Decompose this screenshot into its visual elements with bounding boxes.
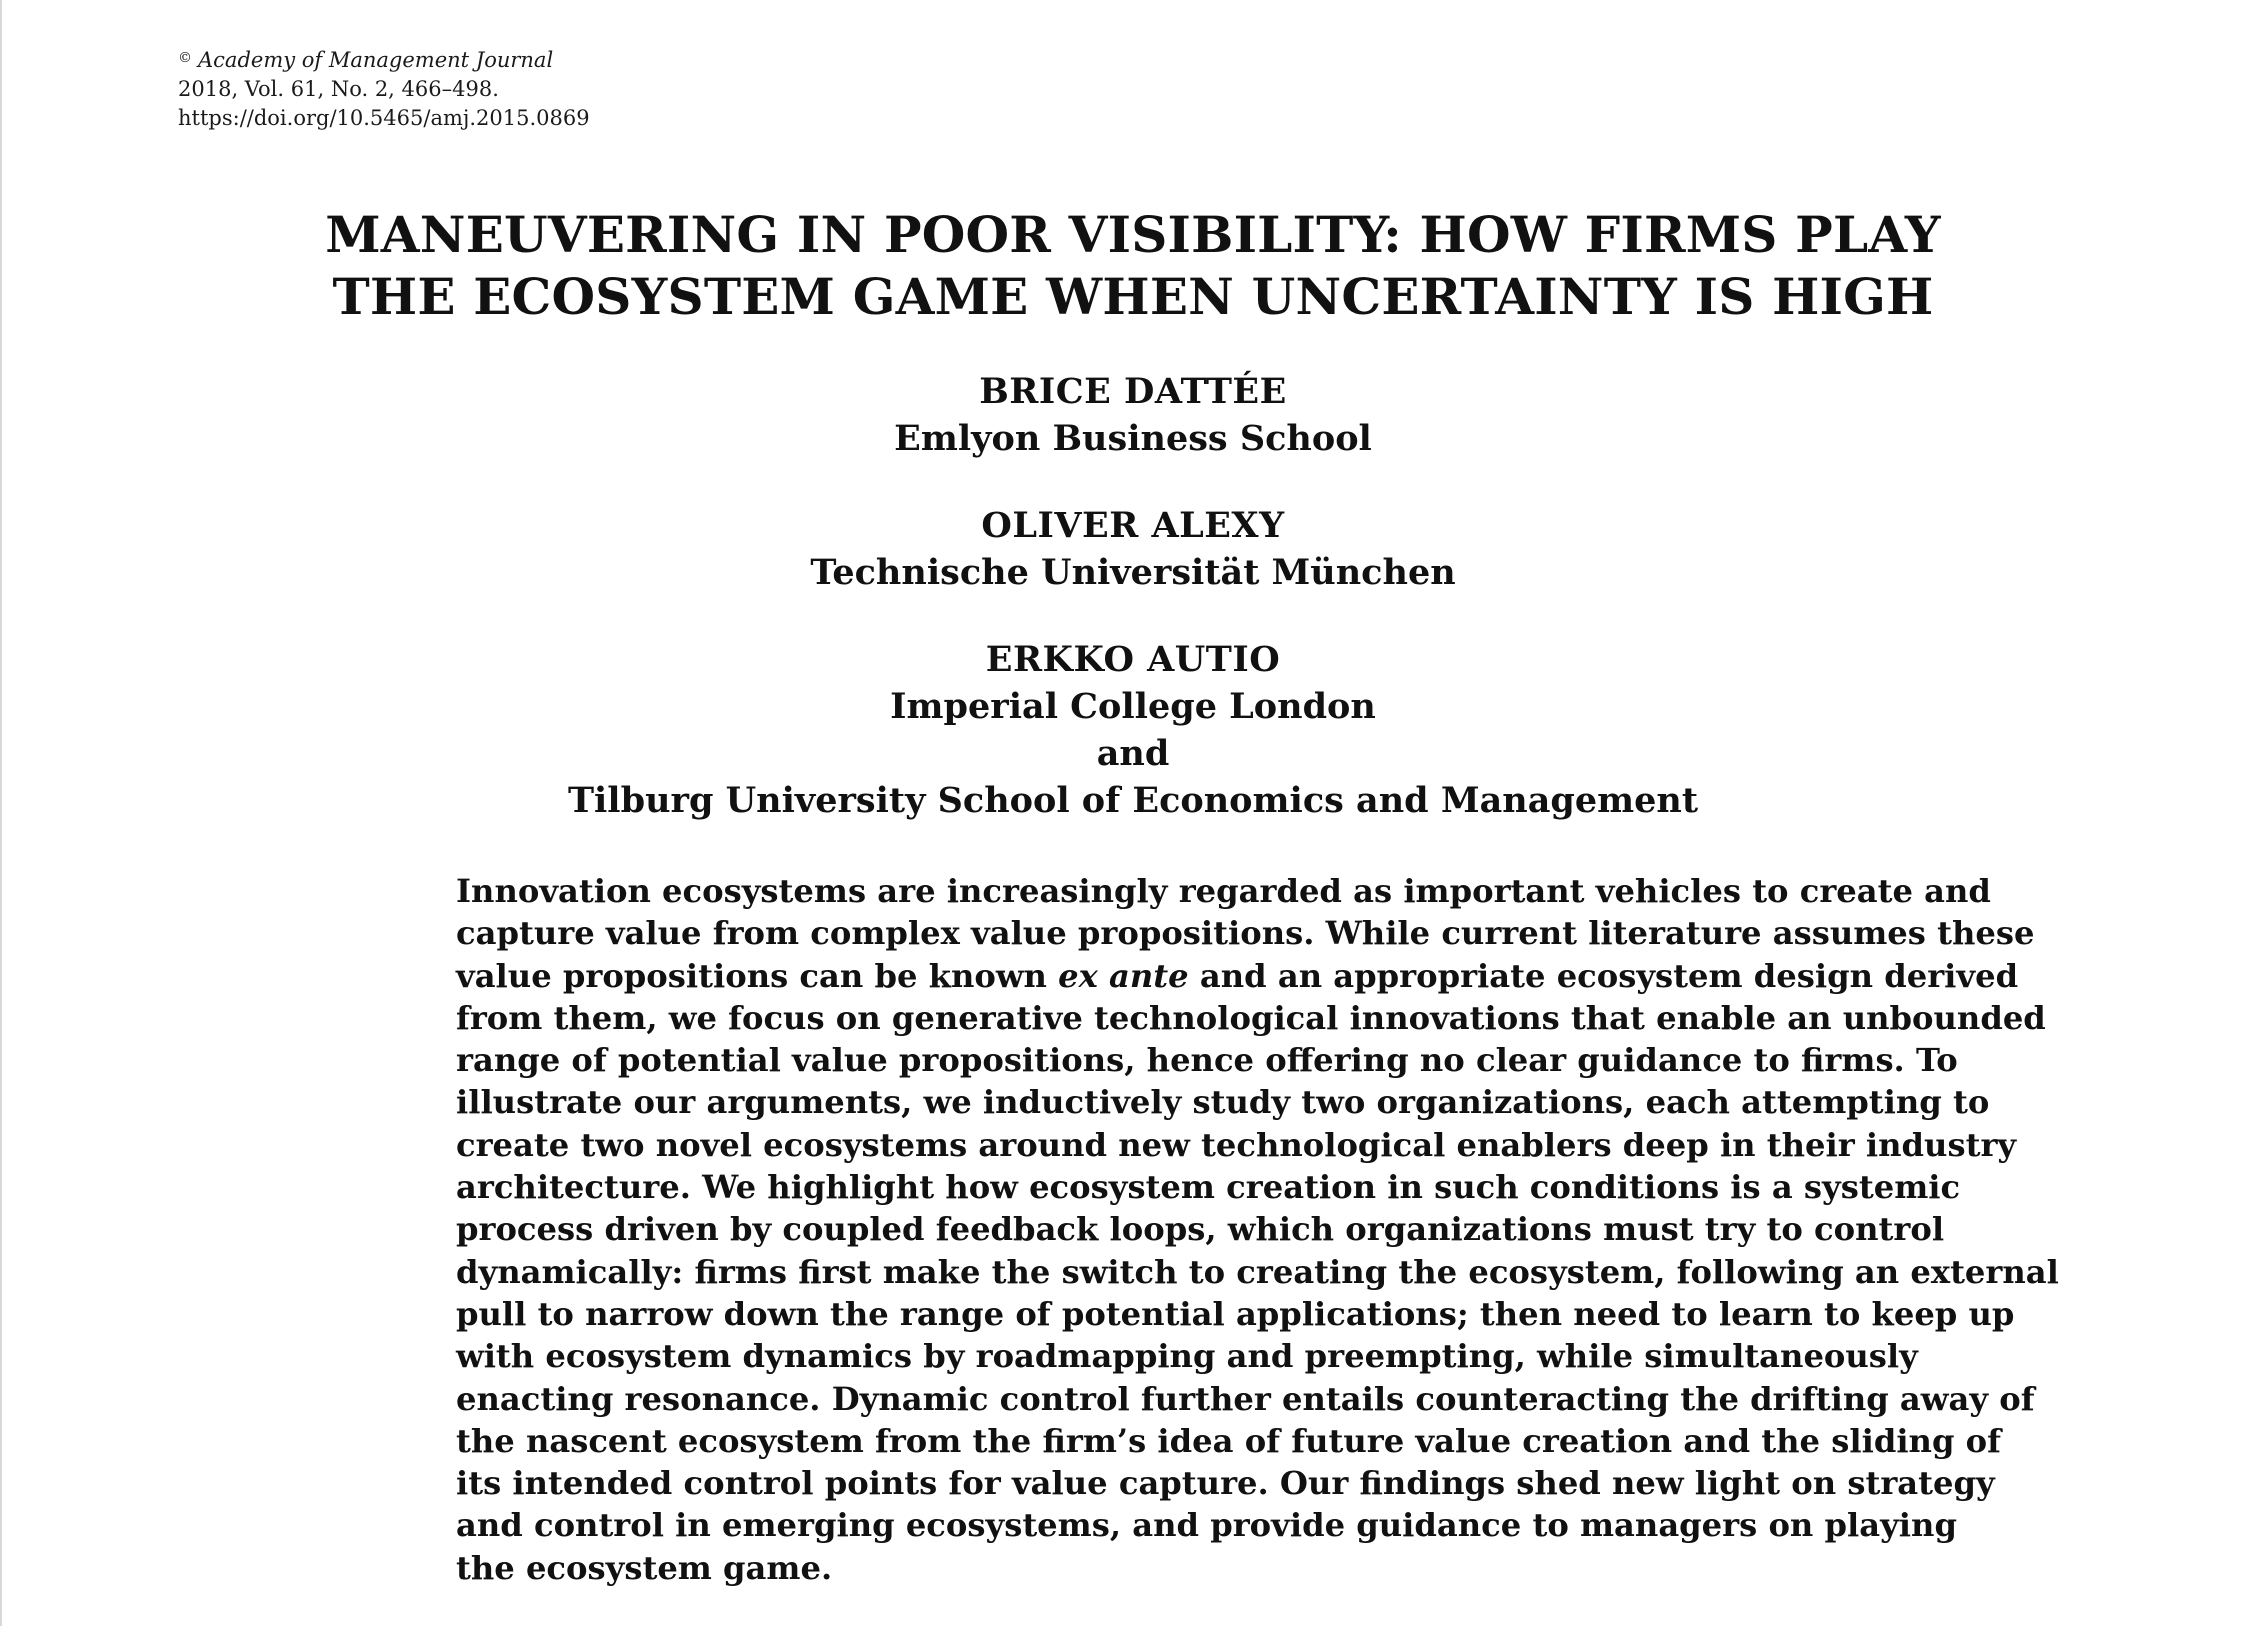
author-list: [0, 368, 2266, 864]
abstract-line: pull to narrow down the range of potential applications; then need to learn to keep up: [456, 1294, 2015, 1333]
author-affiliation: Imperial College London: [890, 686, 1376, 727]
abstract-line: and control in emerging ecosystems, and provide guidance to managers on playing: [456, 1506, 1957, 1545]
abstract-line: process driven by coupled feedback loops, which organizations must try to control: [456, 1210, 1945, 1249]
author-affiliation: Emlyon Business School: [894, 418, 1372, 459]
abstract-line: the nascent ecosystem from the firm’s idea of future value creation and the sliding of: [456, 1421, 2001, 1460]
abstract-line: enacting resonance. Dynamic control further entails counteracting the drifting away of: [456, 1379, 2035, 1418]
affiliation-conjunction: and: [1096, 733, 1170, 774]
author-block: [0, 636, 2266, 824]
paper-title-line-1: MANEUVERING IN POOR VISIBILITY: HOW FIRMS PLAY: [325, 205, 1941, 264]
author-block: [0, 368, 2266, 462]
author-name: BRICE DATTÉE: [979, 371, 1287, 412]
author-affiliation: Technische Universität München: [810, 552, 1456, 593]
journal-doi: https://doi.org/10.5465/amj.2015.0869: [178, 106, 590, 130]
paper-title-line-2: THE ECOSYSTEM GAME WHEN UNCERTAINTY IS HIGH: [332, 267, 1934, 326]
author-name: OLIVER ALEXY: [981, 505, 1285, 546]
author-block: [0, 502, 2266, 596]
paper-title: [0, 204, 2266, 328]
journal-name-line: [178, 44, 590, 75]
abstract-text: value propositions can be known: [456, 956, 1059, 995]
abstract-line: [456, 955, 2019, 997]
abstract-line: illustrate our arguments, we inductively study two organizations, each attempting to: [456, 1083, 1990, 1122]
abstract-line: dynamically: firms first make the switch to creating the ecosystem, following an external: [456, 1252, 2059, 1291]
abstract-italic-term: ex ante: [1058, 956, 1189, 995]
abstract-line: with ecosystem dynamics by roadmapping and preempting, while simultaneously: [456, 1337, 1918, 1376]
abstract-text: and an appropriate ecosystem design derived: [1188, 956, 2019, 995]
abstract-line: architecture. We highlight how ecosystem creation in such conditions is a systemic: [456, 1168, 1961, 1207]
abstract-line: range of potential value propositions, hence offering no clear guidance to firms. To: [456, 1041, 1958, 1080]
author-name: ERKKO AUTIO: [985, 639, 1281, 680]
abstract-line: create two novel ecosystems around new technological enablers deep in their industry: [456, 1125, 2017, 1164]
journal-name: Academy of Management Journal: [198, 48, 554, 72]
abstract-line: its intended control points for value capture. Our findings shed new light on strategy: [456, 1464, 1995, 1503]
abstract-line: from them, we focus on generative technological innovations that enable an unbounded: [456, 998, 2046, 1037]
journal-header: [178, 44, 590, 133]
abstract-line: capture value from complex value propositions. While current literature assumes these: [456, 914, 2035, 953]
journal-citation: 2018, Vol. 61, No. 2, 466–498.: [178, 77, 499, 101]
abstract: [456, 870, 2059, 1589]
abstract-line: Innovation ecosystems are increasingly regarded as important vehicles to create and: [456, 872, 1991, 910]
abstract-line: the ecosystem game.: [456, 1548, 833, 1587]
copyright-symbol: ©: [178, 50, 192, 66]
author-affiliation-2: Tilburg University School of Economics and Management: [567, 780, 1699, 821]
